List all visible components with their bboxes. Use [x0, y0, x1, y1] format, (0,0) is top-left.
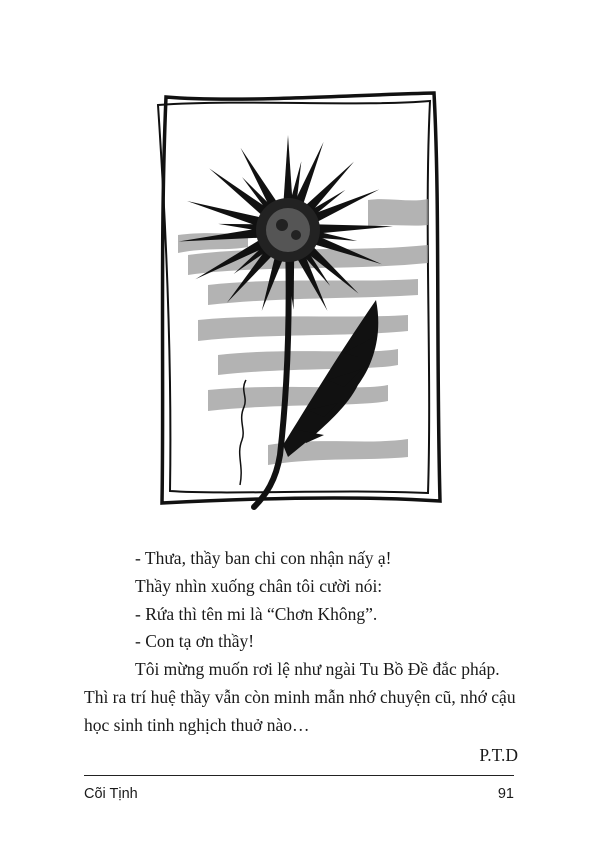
author-signature: P.T.D — [479, 744, 518, 765]
narration-line-1: Thầy nhìn xuống chân tôi cười nói: — [135, 575, 383, 596]
dialogue-line-1: - Thưa, thầy ban chi con nhận nấy ạ! — [135, 548, 392, 568]
story-text — [84, 545, 528, 769]
paragraph-line-1: Tôi mừng muốn rơi lệ như ngài Tu Bồ Đề đắc pháp. — [135, 659, 500, 680]
page-number: 91 — [497, 786, 514, 802]
book-title: Cõi Tịnh — [84, 786, 138, 802]
footer-divider — [84, 775, 514, 776]
paragraph-line-2: Thì ra trí huệ thầy vẫn còn minh mẫn nhớ chuyện cũ, nhớ cậu — [84, 686, 516, 707]
dialogue-line-3: - Con tạ ơn thầy! — [135, 631, 255, 652]
dialogue-line-2: - Rứa thì tên mi là “Chơn Không”. — [135, 603, 378, 624]
paragraph-line-3: học sinh tinh nghịch thuở nào… — [84, 714, 310, 735]
flower-illustration — [148, 85, 450, 515]
